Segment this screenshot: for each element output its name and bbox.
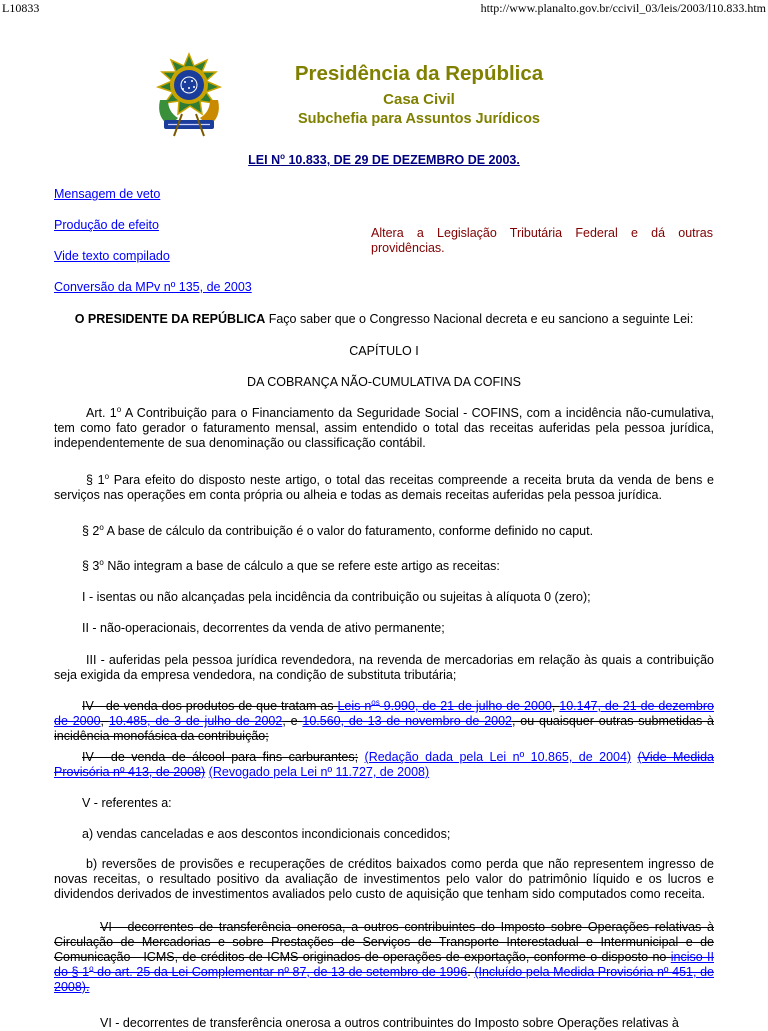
casa-civil-subtitle: Casa Civil	[383, 91, 455, 108]
link-revogado-lei-11727[interactable]: (Revogado pela Lei nº 11.727, de 2008)	[208, 765, 430, 779]
inciso-6-revoked: VI - decorrentes de transferência onerosa, a outros contribuintes do Imposto sobre Operações relativas à Circulação de Mercadorias e sobre Prestações de Serviços de Transporte Interestadual e Intermunicipal e de Comunicação - ICMS, de créditos de ICMS originados de operações de exportação, conforme o disposto no inciso II do § 1$^o$ do art. 25 da Lei Complementar nº 87, de 13 de setembro de 1996. (Incluído pela Medida Provisória nº 451, de 2008).	[54, 920, 714, 994]
inciso-2: II - não-operacionais, decorrentes da venda de ativo permanente;	[82, 621, 445, 635]
inciso-6: VI - decorrentes de transferência onerosa a outros contribuintes do Imposto sobre Operações relativas à	[100, 1016, 679, 1030]
alinea-b: b) reversões de provisões e recuperações de créditos baixados como perda que não representem ingresso de novas receitas, o resultado positivo da avaliação de investimentos pelo valor do patrimônio líquido e os lucros e dividendos derivados de investimentos avaliados pelo custo de aquisição que tenham sido computados como receita.	[54, 857, 714, 901]
inciso-1: I - isentas ou não alcançadas pela incidência da contribuição ou sujeitas à alíquota 0 (zero);	[82, 590, 591, 604]
inciso-5: V - referentes a:	[82, 796, 172, 810]
link-lei-9990[interactable]: Leis $n^{os}$ 9.990, de 21 de julho de 2000	[337, 697, 552, 713]
law-title: LEI $N^o$ 10.833, DE 29 DE DEZEMBRO DE 2003.	[248, 151, 520, 167]
link-mensagem-de-veto[interactable]: Mensagem de veto	[54, 187, 161, 201]
paragraph-2: § 2$^o$ A base de cálculo da contribuição é o valor do faturamento, conforme definido no caput.	[82, 522, 594, 538]
law-summary: Altera a Legislação Tributária Federal e dá outras providências.	[371, 226, 713, 255]
link-lei-10147[interactable]: 10.147, de 21 de dezembro de 2000	[54, 699, 714, 728]
link-redacao-lei-10865[interactable]: (Redação dada pela Lei nº 10.865, de 2004)	[364, 750, 632, 764]
link-incluido-mp-451[interactable]: (Incluído pela Medida Provisória nº 451, de 2008).	[54, 965, 714, 994]
inciso-4-revoked: IV - de venda dos produtos de que tratam as Leis $n^{os}$ 9.990, de 21 de julho de 2000, 10.147, de 21 de dezembro de 2000, 10.485, de 3 de julho de 2002, e 10.560, de 13 de novembro de 2002, ou quaisquer outras submetidas à incidência monofásica da contribuição;	[54, 697, 714, 743]
link-lei-10485[interactable]: 10.485, de 3 de julho de 2002	[108, 714, 283, 728]
inciso-3: III - auferidas pela pessoa jurídica revendedora, na revenda de mercadorias em relação às quais a contribuição seja exigida da empresa vendedora, na condição de substituta tributária;	[54, 653, 714, 682]
link-producao-de-efeito[interactable]: Produção de efeito	[54, 218, 159, 232]
inciso-4-alcool: IV - de venda de álcool para fins carburantes; (Redação dada pela Lei nº 10.865, de 2004) (Vide Medida Provisória nº 413, de 2008) (Revogado pela Lei nº 11.727, de 2008)	[54, 750, 714, 779]
link-conversao-mpv[interactable]: Conversão da MPv nº 135, de 2003	[54, 280, 252, 294]
presidencia-title: Presidência da República	[294, 62, 544, 85]
paragraph-1: § 1$^o$ Para efeito do disposto neste artigo, o total das receitas compreende a receita bruta da venda de bens e serviços nas operações em conta própria ou alheia e todas as demais receitas auferidas pela pessoa jurídica.	[54, 471, 714, 502]
article-1: Art. 1$^o$ A Contribuição para o Financiamento da Seguridade Social - COFINS, com a incidência não-cumulativa, tem como fato gerador o faturamento mensal, assim entendido o total das receitas auferidas pela pessoa jurídica, independentemente de sua denominação ou classificação contábil.	[54, 404, 715, 450]
subchefia-subtitle: Subchefia para Assuntos Jurídicos	[298, 111, 540, 127]
link-vide-texto-compilado[interactable]: Vide texto compilado	[54, 249, 170, 263]
alinea-a: a) vendas canceladas e aos descontos incondicionais concedidos;	[82, 827, 451, 841]
link-lc-87-1996[interactable]: inciso II do § 1$^o$ do art. 25 da Lei Complementar nº 87, de 13 de setembro de 1996	[54, 950, 714, 979]
link-vide-mp-413[interactable]: (Vide Medida Provisória nº 413, de 2008)	[54, 750, 714, 779]
preamble: O PRESIDENTE DA REPÚBLICA Faço saber que o Congresso Nacional decreta e eu sanciono a seguinte Lei:	[74, 312, 694, 326]
chapter-heading: CAPÍTULO I	[349, 344, 419, 358]
page-header-title: L10833	[2, 1, 40, 15]
page-header-url: http://www.planalto.gov.br/ccivil_03/leis/2003/l10.833.htm	[480, 1, 766, 15]
paragraph-3: § 3$^o$ Não integram a base de cálculo a que se refere este artigo as receitas:	[82, 557, 500, 573]
chapter-title: DA COBRANÇA NÃO-CUMULATIVA DA COFINS	[247, 375, 521, 389]
link-lei-10560[interactable]: 10.560, de 13 de novembro de 2002	[302, 714, 513, 728]
